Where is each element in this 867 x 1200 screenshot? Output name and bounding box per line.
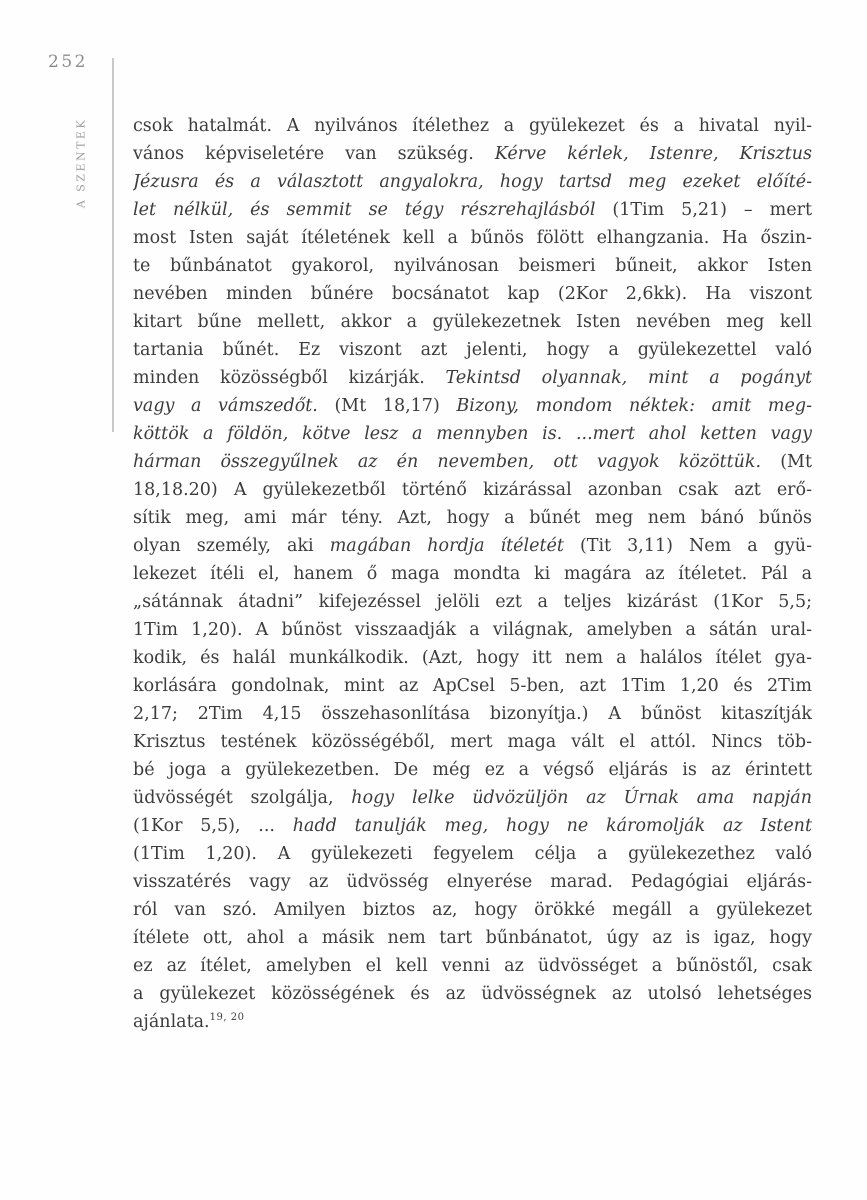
text-line: [133, 364, 812, 392]
text-line: [133, 700, 812, 728]
margin-rule-divider: [112, 58, 114, 432]
text-line: [133, 784, 812, 812]
scripture-quote: Kérve kérlek, Istenre, Krisztus: [494, 144, 812, 164]
text-segment: (1Tim 1,20). A gyülekezeti fegyelem célja a gyülekezethez való: [133, 844, 812, 864]
text-line: [133, 336, 812, 364]
scripture-quote: magában hordja ítéletét: [329, 536, 564, 556]
text-line: [133, 280, 812, 308]
text-segment: „sátánnak átadni” kifejezéssel jelöli ezt a teljes kizárást (1Kor 5,5;: [133, 592, 812, 612]
text-line: [133, 980, 812, 1008]
text-segment: sítik meg, ami már tény. Azt, hogy a bűnét meg nem bánó bűnös: [133, 508, 812, 528]
text-segment: (Tit 3,11) Nem a gyü-: [563, 536, 812, 556]
text-line: [133, 728, 812, 756]
text-segment: 2,17; 2Tim 4,15 összehasonlítása bizonyítja.) A bűnöst kitaszítják: [133, 704, 812, 724]
text-segment: 1Tim 1,20). A bűnöst visszaadják a világnak, amelyben a sátán ural-: [133, 620, 812, 640]
text-segment: tartania bűnét. Ez viszont azt jelenti, hogy a gyülekezettel való: [133, 340, 812, 360]
text-line: [133, 308, 812, 336]
text-line: [133, 224, 812, 252]
scripture-quote: Tekintsd olyannak, mint a pogányt: [445, 368, 812, 388]
scripture-quote: hárman összegyűlnek az én nevemben, ott vagyok közöttük.: [133, 452, 762, 472]
text-segment: ítélete ott, ahol a másik nem tart bűnbánatot, úgy az is igaz, hogy: [133, 928, 812, 948]
text-line: [133, 924, 812, 952]
text-segment: 18,18.20) A gyülekezetből történő kizárással azonban csak azt erő-: [133, 480, 812, 500]
text-line: [133, 812, 812, 840]
text-line: [133, 392, 812, 420]
text-line: [133, 644, 812, 672]
text-segment: kitart bűne mellett, akkor a gyülekezetnek Isten nevében meg kell: [133, 312, 812, 332]
text-segment: kodik, és halál munkálkodik. (Azt, hogy itt nem a halálos ítélet gya-: [133, 648, 812, 668]
text-line: [133, 868, 812, 896]
footnote-reference: 19, 20: [209, 1012, 245, 1024]
text-line: [133, 952, 812, 980]
scripture-quote: Bizony, mondom néktek: amit meg-: [456, 396, 812, 416]
scripture-quote: let nélkül, és semmit se tégy részrehajlásból: [133, 200, 596, 220]
text-line: [133, 1008, 812, 1036]
text-segment: ez az ítélet, amelyben el kell venni az üdvösséget a bűnöstől, csak: [133, 956, 812, 976]
text-segment: nevében minden bűnére bocsánatot kap (2Kor 2,6kk). Ha viszont: [133, 284, 812, 304]
scripture-quote: Jézusra és a választott angyalokra, hogy tartsd meg ezeket előíté-: [133, 172, 812, 192]
text-segment: most Isten saját ítéletének kell a bűnös fölött elhangzania. Ha őszin-: [133, 228, 812, 248]
text-line: [133, 504, 812, 532]
text-line: [133, 672, 812, 700]
text-line: [133, 140, 812, 168]
text-line: [133, 756, 812, 784]
page-number: 252: [48, 52, 88, 72]
text-segment: (Mt 18,17): [317, 396, 457, 416]
text-line: [133, 420, 812, 448]
text-segment: (Mt: [761, 452, 812, 472]
scripture-quote: hadd tanulják meg, hogy ne káromolják az Istent: [292, 816, 812, 836]
text-segment: visszatérés vagy az üdvösség elnyerése marad. Pedagógiai eljárás-: [133, 872, 812, 892]
text-line: [133, 448, 812, 476]
scripture-quote: köttök a földön, kötve lesz a mennyben is. ...mert ahol ketten vagy: [133, 424, 812, 444]
text-segment: (1Kor 5,5), ...: [133, 816, 293, 836]
text-segment: ajánlata.: [133, 1012, 210, 1032]
scripture-quote: hogy lelke üdvözüljön az Úrnak ama napján: [351, 788, 812, 808]
text-line: [133, 560, 812, 588]
text-segment: lekezet ítéli el, hanem ő maga mondta ki magára az ítéletet. Pál a: [133, 564, 812, 584]
text-segment: Krisztus testének közösségéből, mert maga vált el attól. Nincs töb-: [133, 732, 812, 752]
text-segment: bé joga a gyülekezetben. De még ez a végső eljárás is az érintett: [133, 760, 812, 780]
text-line: [133, 840, 812, 868]
text-segment: te bűnbánatot gyakorol, nyilvánosan beismeri bűneit, akkor Isten: [133, 256, 812, 276]
text-line: [133, 588, 812, 616]
text-line: [133, 532, 812, 560]
text-segment: olyan személy, aki: [133, 536, 330, 556]
text-segment: (1Tim 5,21) – mert: [595, 200, 812, 220]
text-segment: ról van szó. Amilyen biztos az, hogy örökké megáll a gyülekezet: [133, 900, 812, 920]
margin-label-vertical: A SZENTEK: [74, 117, 88, 209]
text-segment: korlására gondolnak, mint az ApCsel 5-ben, azt 1Tim 1,20 és 2Tim: [133, 676, 812, 696]
text-segment: csok hatalmát. A nyilvános ítélethez a gyülekezet és a hivatal nyil-: [133, 116, 812, 136]
text-line: [133, 616, 812, 644]
text-line: [133, 252, 812, 280]
text-segment: üdvösségét szolgálja,: [133, 788, 352, 808]
text-line: [133, 196, 812, 224]
text-segment: minden közösségből kizárják.: [133, 368, 446, 388]
body-text: [133, 112, 812, 1036]
text-line: [133, 168, 812, 196]
text-line: [133, 476, 812, 504]
text-segment: a gyülekezet közösségének és az üdvösségnek az utolsó lehetséges: [133, 984, 812, 1004]
text-line: [133, 112, 812, 140]
text-line: [133, 896, 812, 924]
text-segment: vános képviseletére van szükség.: [133, 144, 495, 164]
scripture-quote: vagy a vámszedőt.: [133, 396, 318, 416]
